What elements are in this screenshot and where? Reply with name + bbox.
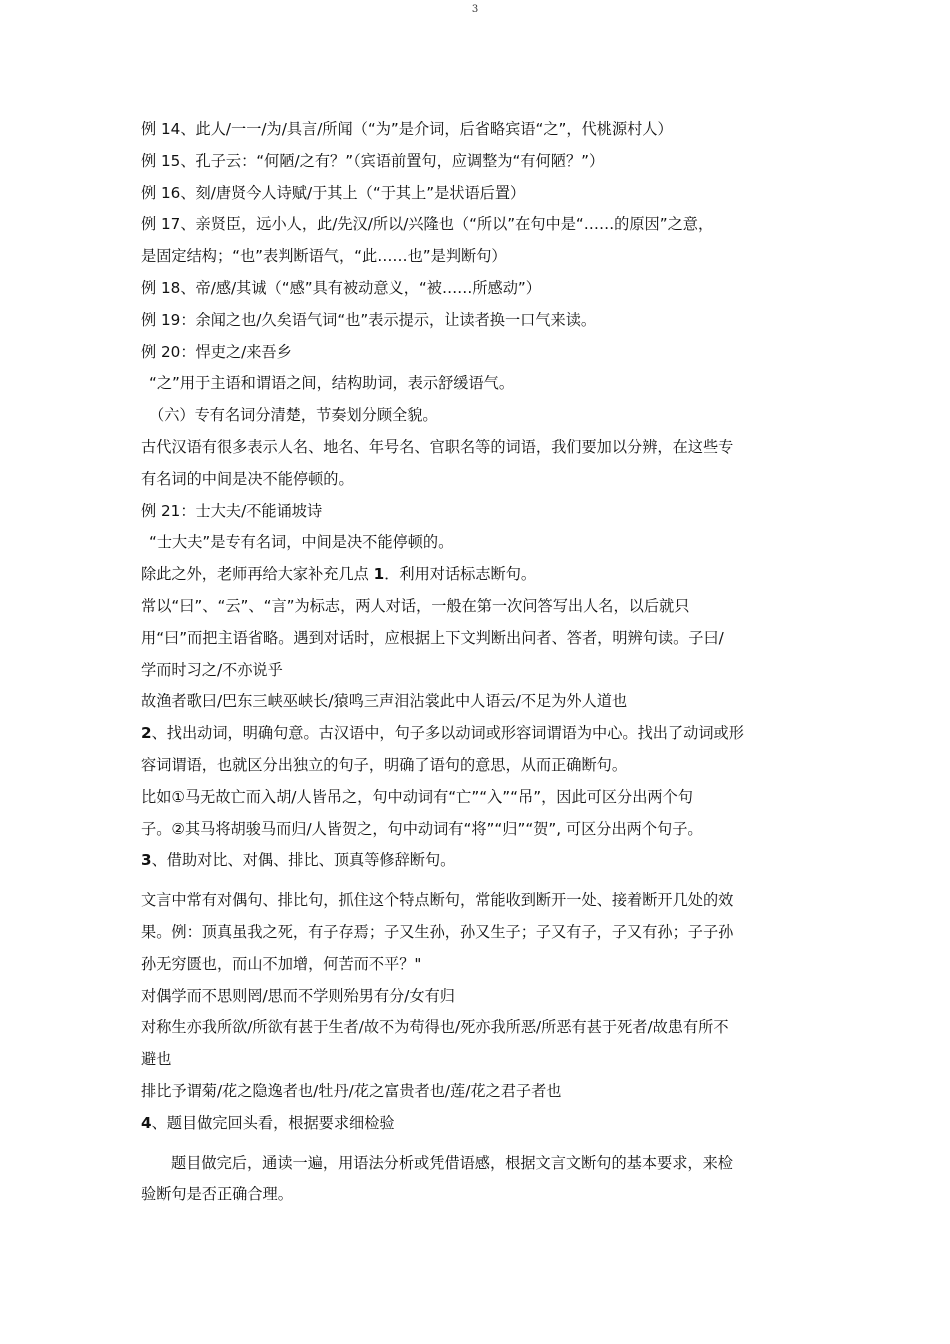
text-line: 排比予谓菊/花之隐逸者也/牡丹/花之富贵者也/莲/花之君子者也 <box>141 1081 562 1100</box>
text-line: 例 17、亲贤臣，远小人，此/先汉/所以/兴隆也（“所以”在句中是“……的原因”之意， <box>141 215 714 234</box>
page-number: 3 <box>471 4 479 15</box>
text-line: 故渔者歌曰/巴东三峡巫峡长/猿鸣三声泪沾裳此中人语云/不足为外人道也 <box>141 692 628 711</box>
paragraph-gap <box>141 1140 821 1148</box>
text-line: 例 19：余闻之也/久矣语气词“也”表示提示，让读者换一口气来读。 <box>141 310 597 329</box>
point-number: 3 <box>141 851 152 870</box>
text-line: 古代汉语有很多表示人名、地名、年号名、官职名等的词语，我们要加以分辨，在这些专 <box>141 437 734 456</box>
text-line: 是固定结构；“也”表判断语气，“此……也”是判断句） <box>141 247 507 266</box>
text-line: 例 16、刻/唐贤今人诗赋/于其上（“于其上”是状语后置） <box>141 183 526 202</box>
text-line <box>141 845 821 877</box>
section-heading: （六）专有名词分清楚，节奏划分顾全貌。 <box>149 406 438 425</box>
text-line: 对称生亦我所欲/所欲有甚于生者/故不为苟得也/死亦我所恶/所恶有甚于死者/故患有所不 <box>141 1018 729 1037</box>
text-line: 例 18、帝/感/其诚（“感”具有被动意义，“被……所感动”） <box>141 278 541 297</box>
text-line: 例 20：悍吏之/来吾乡 <box>141 342 292 361</box>
text-line: 例 21：士大夫/不能诵坡诗 <box>141 501 323 520</box>
text-line <box>141 559 821 591</box>
text-segment: ．利用对话标志断句。 <box>384 565 537 584</box>
text-segment: 、找出动词，明确句意。古汉语中，句子多以动词或形容词谓语为中心。找出了动词或形 <box>151 724 744 743</box>
text-line: 有名词的中间是决不能停顿的。 <box>141 469 354 488</box>
text-line: 孙无穷匮也，而山不加增，何苦而不平？" <box>141 954 422 973</box>
text-line: 比如①马无故亡而入胡/人皆吊之，句中动词有“亡”“入”“吊”，因此可区分出两个句 <box>141 787 693 806</box>
text-line: 用“曰”而把主语省略。遇到对话时，应根据上下文判断出问者、答者，明辨句读。子曰/ <box>141 628 724 647</box>
text-segment: 、题目做完回头看，根据要求细检验 <box>151 1113 395 1132</box>
text-segment: 、借助对比、对偶、排比、顶真等修辞断句。 <box>151 851 456 870</box>
text-line: 常以“曰”、“云”、“言”为标志，两人对话，一般在第一次问答写出人名，以后就只 <box>141 596 690 615</box>
text-line: 题目做完后，通读一遍，用语法分析或凭借语感，根据文言文断句的基本要求，来检 <box>171 1153 733 1172</box>
text-line: 学而时习之/不亦说乎 <box>141 660 283 679</box>
text-line <box>141 1108 821 1140</box>
text-line: 验断句是否正确合理。 <box>141 1185 293 1204</box>
document-body <box>141 114 821 1211</box>
point-number: 4 <box>141 1113 152 1132</box>
text-line: 子。②其马将胡骏马而归/人皆贺之，句中动词有“将”“归”“贺”, 可区分出两个句子。 <box>141 819 703 838</box>
text-line: “之”用于主语和谓语之间，结构助词，表示舒缓语气。 <box>149 374 515 393</box>
text-segment: 除此之外，老师再给大家补充几点 <box>141 565 374 584</box>
text-line: 例 15、孔子云：“何陋/之有？”（宾语前置句，应调整为“有何陋？”） <box>141 151 605 170</box>
point-number: 1 <box>373 565 385 584</box>
text-line: 文言中常有对偶句、排比句，抓住这个特点断句，常能收到断开一处、接着断开几处的效 <box>141 891 734 910</box>
point-number: 2 <box>141 724 152 743</box>
text-line: 对偶学而不思则罔/思而不学则殆男有分/女有归 <box>141 986 455 1005</box>
paragraph-gap <box>141 877 821 885</box>
text-line: 果。例：顶真虽我之死，有子存焉；子又生孙，孙又生子；子又有子，子又有孙；子子孙 <box>141 922 734 941</box>
text-line: “士大夫”是专有名词，中间是决不能停顿的。 <box>149 533 454 552</box>
text-line <box>141 718 821 750</box>
text-line: 容词谓语，也就区分出独立的句子，明确了语句的意思，从而正确断句。 <box>141 755 627 774</box>
text-line: 避也 <box>141 1050 172 1069</box>
text-line: 例 14、此人/一一/为/具言/所闻（“为”是介词，后省略宾语“之”，代桃源村人） <box>141 120 673 138</box>
